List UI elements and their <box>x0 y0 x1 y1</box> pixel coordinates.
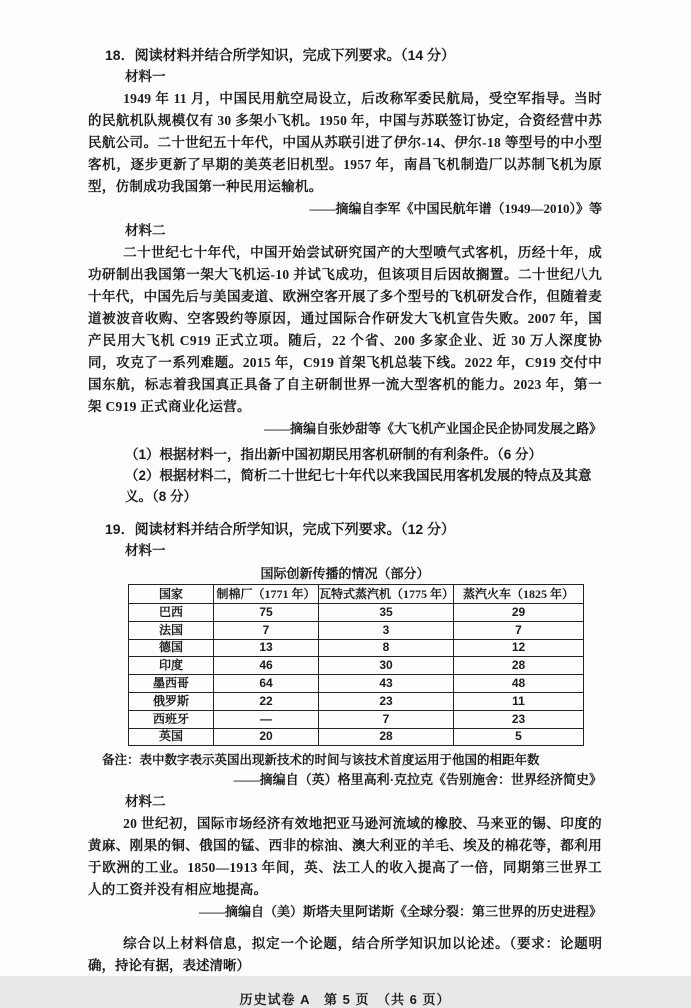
table-cell: 7 <box>214 621 319 639</box>
table-cell: 巴西 <box>129 604 214 622</box>
q18-sub-question-2: （2）根据材料二，简析二十世纪七十年代以来我国民用客机发展的特点及其意义。（8 分） <box>125 468 592 504</box>
table-cell: 43 <box>319 675 454 693</box>
table-note: 备注：表中数字表示英国出现新技术的时间与该技术首度运用于他国的相距年数 <box>102 753 540 768</box>
table-cell: 英国 <box>129 728 214 746</box>
table-cell: 23 <box>319 692 454 710</box>
question-19-block <box>88 518 602 977</box>
q18-material-1-label: 材料一 <box>125 69 166 84</box>
table-cell: 28 <box>454 657 584 675</box>
table-cell: 7 <box>319 710 454 728</box>
table-row <box>129 675 584 693</box>
table-cell: 13 <box>214 639 319 657</box>
table-header-cell: 国家 <box>129 585 214 604</box>
table-row <box>129 710 584 728</box>
innovation-table <box>128 584 584 746</box>
table-cell: 28 <box>319 728 454 746</box>
q19-material-2-source: ——摘编自（美）斯塔夫里阿诺斯《全球分裂：第三世界的历史进程》 <box>198 904 602 920</box>
q19-task-paragraph: 综合以上材料信息，拟定一个论题，结合所学知识加以论述。（要求：论题明确，持论有据，表述清晰） <box>88 936 602 974</box>
table-cell: 俄罗斯 <box>129 692 214 710</box>
table-body <box>129 604 584 746</box>
table-cell: 12 <box>454 639 584 657</box>
table-cell: 22 <box>214 692 319 710</box>
q18-material-2-source: ——摘编自张妙甜等《大飞机产业国企民企协同发展之路》 <box>263 421 602 436</box>
table-cell: 64 <box>214 675 319 693</box>
question-19-title: 19．阅读材料并结合所学知识，完成下列要求。（12 分） <box>105 521 456 537</box>
q19-material-1-label: 材料一 <box>125 543 166 558</box>
table-row <box>129 621 584 639</box>
table-cell: 20 <box>214 728 319 746</box>
table-cell: 11 <box>454 692 584 710</box>
question-18-title: 18．阅读材料并结合所学知识，完成下列要求。（14 分） <box>105 47 456 63</box>
table-cell: 8 <box>319 639 454 657</box>
table-header-row <box>129 585 584 604</box>
table-row <box>129 692 584 710</box>
table-cell: 德国 <box>129 639 214 657</box>
table-row <box>129 657 584 675</box>
table-cell: 墨西哥 <box>129 675 214 693</box>
page-content <box>88 44 602 1008</box>
table-cell: 7 <box>454 621 584 639</box>
table-cell: 3 <box>319 621 454 639</box>
table-row <box>129 604 584 622</box>
question-18-block <box>88 44 602 507</box>
table-row <box>129 728 584 746</box>
table-cell: 5 <box>454 728 584 746</box>
table-header-cell: 瓦特式蒸汽机（1775 年） <box>319 585 454 604</box>
table-cell: — <box>214 710 319 728</box>
table-cell: 印度 <box>129 657 214 675</box>
table-header-cell: 制棉厂（1771 年） <box>214 585 319 604</box>
table-cell: 30 <box>319 657 454 675</box>
table-cell: 西班牙 <box>129 710 214 728</box>
q19-table-source: ——摘编自（英）格里高利·克拉克《告别施舍：世界经济简史》 <box>233 772 602 788</box>
table-header-cell: 蒸汽火车（1825 年） <box>454 585 584 604</box>
q18-material-2-paragraph: 二十世纪七十年代，中国开始尝试研究国产的大型喷气式客机，历经十年，成功研制出我国第一架大飞机运-10 并试飞成功，但该项目后因故搁置。二十世纪八九十年代，中国先后与美国麦道、欧洲空客开展了多个型号的飞机研发合作，但随着麦道被波音收购、空客毁约等原因，通过国际合作研发大飞机宣告失败。2007 年，国产民用大飞机 C919 正式立项。随后，22 个省、200 多家企业、近 30 万人深度协同，攻克了一系列难题。2015 年，C919 首架飞机总装下线。2022 年，C919 交付中国东航，标志着我国真正具备了自主研制世界一流大型客机的能力。2023 年，第一架 C919 正式商业化运营。 <box>88 245 602 414</box>
page-footer: 历史试卷 A 第 5 页 （共 6 页） <box>239 992 451 1008</box>
q19-material-2-paragraph: 20 世纪初，国际市场经济有效地把亚马逊河流域的橡胶、马来亚的锡、印度的黄麻、刚果的铜、俄国的锰、西非的棕油、澳大利亚的羊毛、埃及的棉花等，都利用于欧洲的工业。1850—1913 年间，英、法工人的收入提高了一倍，同期第三世界工人的工资并没有相应地提高。 <box>88 816 602 898</box>
innovation-table-title: 国际创新传播的情况（部分） <box>260 566 430 581</box>
table-cell: 75 <box>214 604 319 622</box>
table-cell: 23 <box>454 710 584 728</box>
q19-material-2-label: 材料二 <box>125 794 166 810</box>
table-cell: 48 <box>454 675 584 693</box>
table-cell: 35 <box>319 604 454 622</box>
table-cell: 46 <box>214 657 319 675</box>
table-row <box>129 639 584 657</box>
q18-material-1-source: ——摘编自李军《中国民航年谱（1949—2010）》等 <box>309 201 602 216</box>
q18-material-2-label: 材料二 <box>125 223 166 238</box>
table-cell: 法国 <box>129 621 214 639</box>
table-cell: 29 <box>454 604 584 622</box>
q18-sub-question-1: （1）根据材料一，指出新中国初期民用客机研制的有利条件。（6 分） <box>125 447 543 462</box>
q18-material-1-paragraph: 1949 年 11 月，中国民用航空局设立，后改称军委民航局，受空军指导。当时的民航机队规模仅有 30 多架小飞机。1950 年，中国与苏联签订协定，合资经营中苏民航公司。二十世纪五十年代，中国从苏联引进了伊尔-14、伊尔-18 等型号的中小型客机，逐步更新了早期的美英老旧机型。1957 年，南昌飞机制造厂以苏制飞机为原型，仿制成功我国第一种民用运输机。 <box>88 91 602 194</box>
